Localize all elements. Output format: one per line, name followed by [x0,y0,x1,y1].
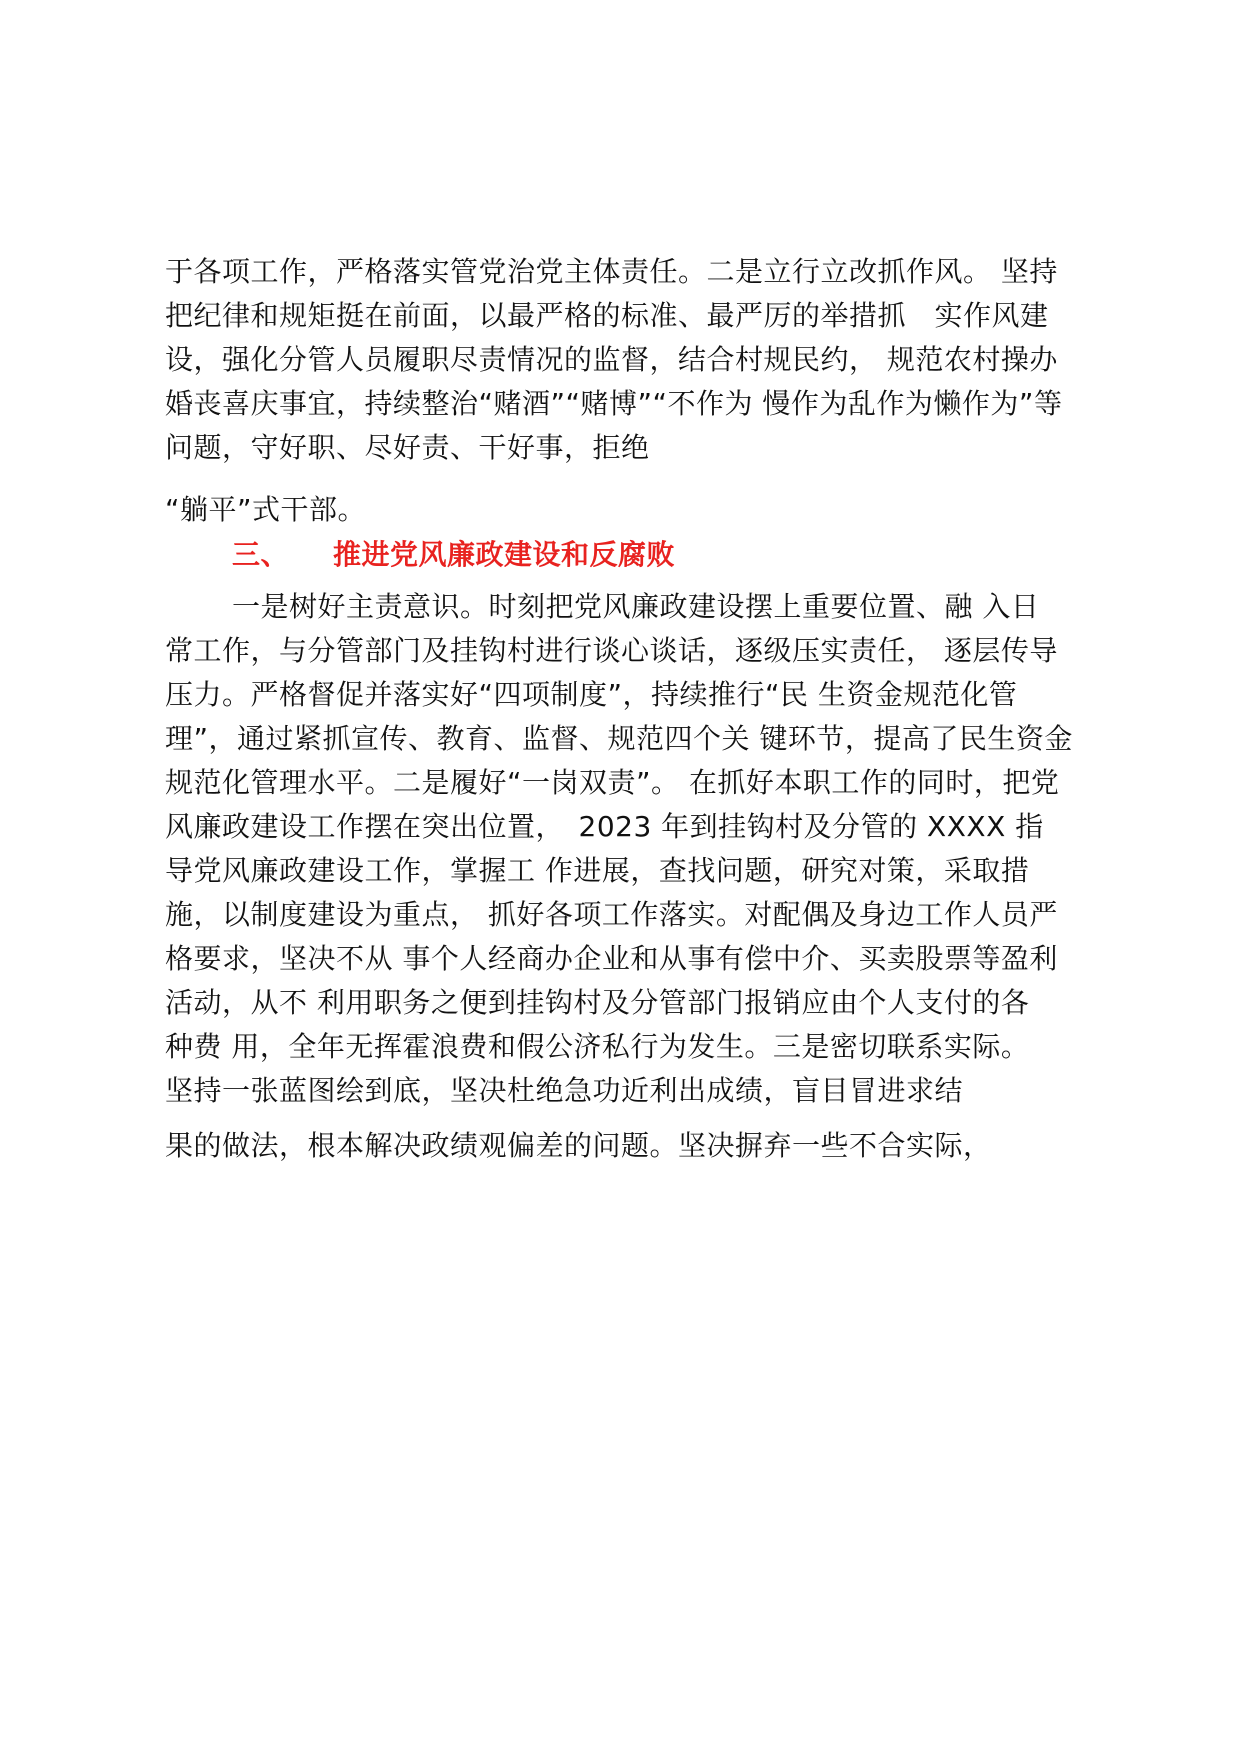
section-number: 三、 [232,538,290,571]
body-line: 施，以制度建设为重点， 抓好各项工作落实。对配偶及身边工作人员严 [165,898,1058,931]
body-line: 问题，守好职、尽好责、干好事，拒绝 [165,431,650,464]
body-line: 婚丧喜庆事宜，持续整治“赌酒”“赌博”“不作为 慢作为乱作为懒作为”等 [165,387,1063,420]
body-line: 规范化管理水平。二是履好“一岗双责”。 在抓好本职工作的同时，把党 [165,766,1060,799]
body-line: 果的做法，根本解决政绩观偏差的问题。坚决摒弃一些不合实际， [165,1129,992,1162]
section-heading [232,535,675,575]
body-line: “躺平”式干部。 [165,493,367,526]
body-line: 导党风廉政建设工作，掌握工 作进展，查找问题，研究对策，采取措 [165,854,1030,887]
body-line: 常工作，与分管部门及挂钩村进行谈心谈话，逐级压实责任， 逐层传导 [165,634,1058,667]
body-line: 设，强化分管人员履职尽责情况的监督，结合村规民约， 规范农村操办 [165,343,1058,376]
body-line: 理”，通过紧抓宣传、教育、监督、规范四个关 键环节，提高了民生资金 [165,722,1073,755]
body-line: 一是树好主责意识。时刻把党风廉政建设摆上重要位置、融 入日 [232,590,1040,623]
body-line: 于各项工作，严格落实管党治党主体责任。二是立行立改抓作风。 坚持 [165,255,1058,288]
body-line: 坚持一张蓝图绘到底，坚决杜绝急功近利出成绩，盲目冒进求结 [165,1074,964,1107]
body-line: 格要求，坚决不从 事个人经商办企业和从事有偿中介、买卖股票等盈利 [165,942,1058,975]
body-line: 活动，从不 利用职务之便到挂钩村及分管部门报销应由个人支付的各 [165,986,1030,1019]
section-title: 推进党风廉政建设和反腐败 [333,538,676,571]
body-line: 压力。严格督促并落实好“四项制度”，持续推行“民 生资金规范化管 [165,678,1018,711]
body-line: 种费 用，全年无挥霍浪费和假公济私行为发生。三是密切联系实际。 [165,1030,1030,1063]
body-line: 风廉政建设工作摆在突出位置， 2023 年到挂钩村及分管的 XXXX 指 [165,810,1044,843]
body-line: 把纪律和规矩挺在前面，以最严格的标准、最严厉的举措抓 实作风建 [165,299,1049,332]
